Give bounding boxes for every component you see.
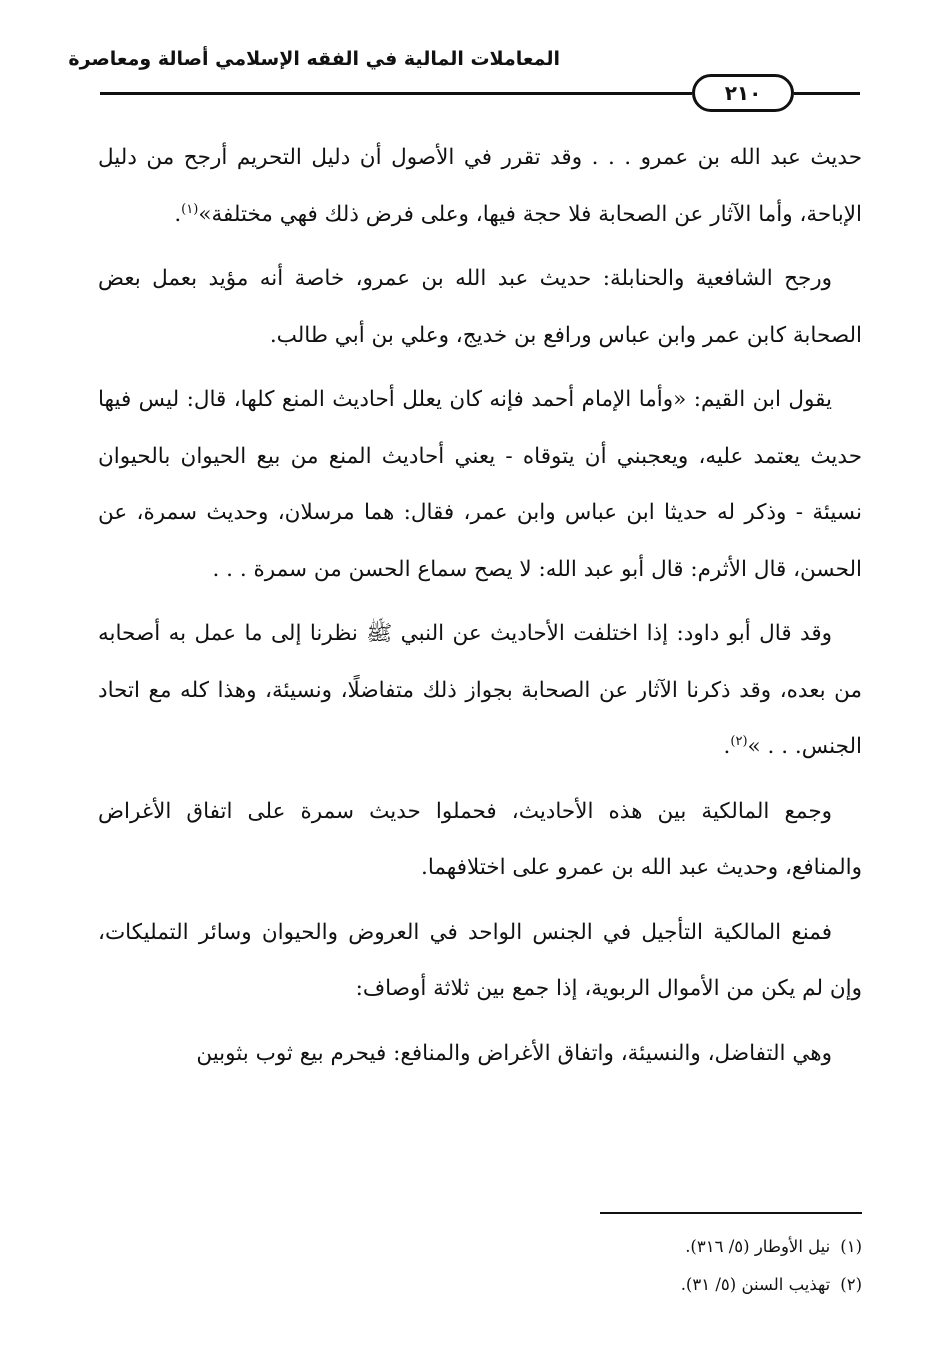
paragraph-1-end: .: [174, 201, 182, 227]
paragraph-1-text: حديث عبد الله بن عمرو . . . وقد تقرر في الأصول أن دليل التحريم أرجح من دليل الإباحة، وأما الآثار عن الصحابة فلا حجة فيها، وعلى فرض ذلك فهي مختلفة»: [98, 145, 862, 227]
paragraph-7: وهي التفاضل، والنسيئة، واتفاق الأغراض والمنافع: فيحرم بيع ثوب بثوبين: [196, 1040, 832, 1066]
running-title: المعاملات المالية في الفقه الإسلامي أصالة ومعاصرة: [68, 48, 560, 70]
paragraph-4: [98, 606, 862, 776]
paragraph-3: يقول ابن القيم: «وأما الإمام أحمد فإنه كان يعلل أحاديث المنع كلها، قال: ليس فيها حديث يعتمد عليه، ويعجبني أن يتوقاه - يعني أحاديث المنع من بيع الحيوان بالحيوان نسيئة - وذكر له حديثا ابن عباس وابن عمر، فقال: هما مرسلان، وحديث سمرة، عن الحسن، قال الأثرم: قال أبو عبد الله: لا يصح سماع الحسن من سمرة . . .: [98, 387, 862, 582]
header-rule-left: [100, 92, 692, 95]
footnote-1: [560, 1228, 862, 1266]
paragraph-6: فمنع المالكية التأجيل في الجنس الواحد في العروض والحيوان وسائر التمليكات، وإن لم يكن من الأموال الربوية، إذا جمع بين ثلاثة أوصاف:: [98, 919, 862, 1001]
footnote-1-text: نيل الأوطار (٥/ ٣١٦).: [685, 1237, 831, 1256]
paragraph-4-end: .: [723, 734, 731, 759]
footnote-2: [560, 1266, 862, 1304]
header-rule-right: [794, 92, 860, 95]
paragraph-4-text: وقد قال أبو داود: إذا اختلفت الأحاديث عن النبي ﷺ نظرنا إلى ما عمل به أصحابه من بعده، وقد ذكرنا الآثار عن الصحابة بجواز ذلك متفاضلًا، ونسيئة، وهذا كله مع اتحاد الجنس. . . »: [98, 621, 862, 759]
paragraph-1: [98, 130, 862, 243]
footnote-ref-2: (٢): [730, 733, 748, 749]
footnote-2-number: (٢): [840, 1275, 862, 1294]
footnote-1-number: (١): [840, 1237, 862, 1256]
page-number: ٢١٠: [692, 74, 794, 112]
paragraph-2: ورجح الشافعية والحنابلة: حديث عبد الله بن عمرو، خاصة أنه مؤيد بعمل بعض الصحابة كابن عمر وابن عباس ورافع بن خديج، وعلي بن أبي طالب.: [98, 266, 862, 348]
footnote-ref-1: (١): [181, 201, 199, 217]
footnotes: [560, 1228, 862, 1304]
paragraph-5: وجمع المالكية بين هذه الأحاديث، فحملوا حديث سمرة على اتفاق الأغراض والمنافع، وحديث عبد الله بن عمرو على اختلافهما.: [98, 798, 862, 880]
footnote-separator: [600, 1212, 862, 1214]
main-text: [98, 130, 862, 1090]
footnote-2-text: تهذيب السنن (٥/ ٣١).: [680, 1275, 831, 1294]
